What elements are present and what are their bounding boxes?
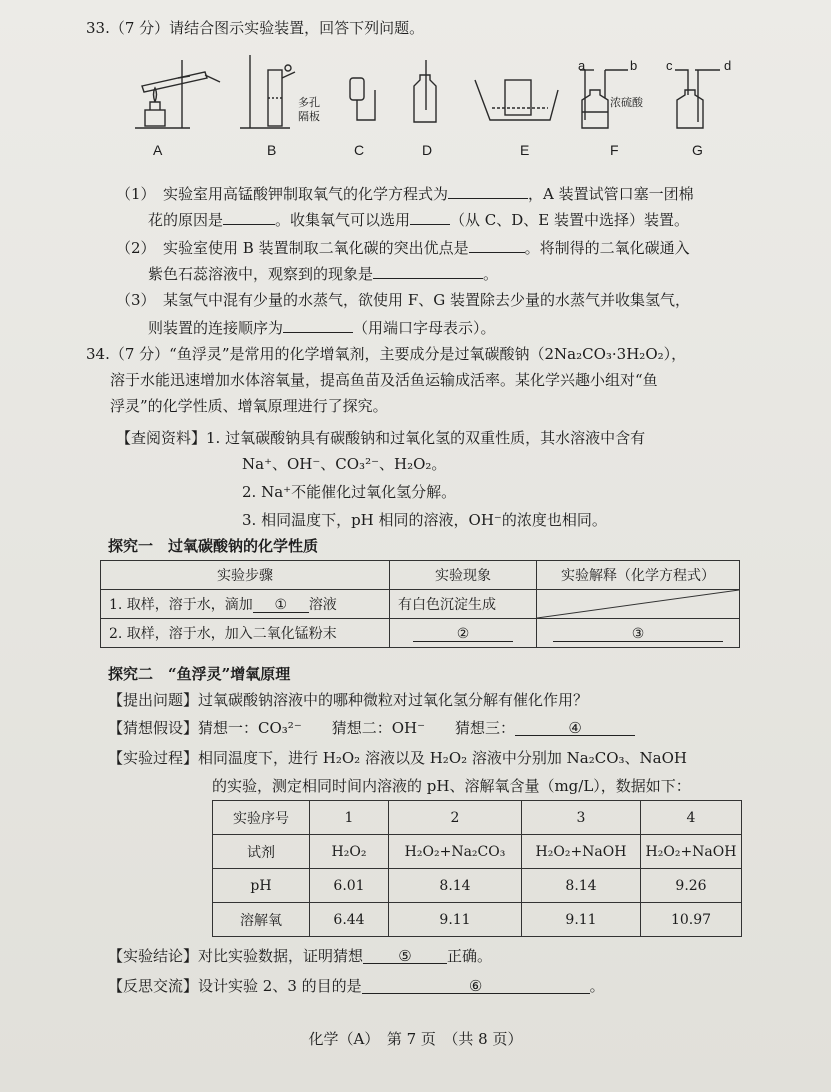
t2-cell: H₂O₂+Na₂CO₃ — [389, 835, 522, 869]
label-a: A — [153, 142, 163, 158]
q34-line3: 浮灵”的化学性质、增氧原理进行了探究。 — [110, 397, 388, 415]
process-line1 — [108, 748, 687, 768]
answer-blank[interactable] — [448, 182, 528, 199]
t2-cell: 9.11 — [522, 903, 641, 937]
table-row — [101, 561, 740, 590]
question-line — [108, 690, 588, 710]
answer-blank-5[interactable]: ⑤ — [363, 947, 447, 964]
hyp-tag: 【猜想假设】 — [108, 719, 199, 737]
t1-r1-observation: 有白色沉淀生成 — [390, 590, 537, 619]
answer-blank-2[interactable]: ② — [413, 625, 513, 642]
t1-r1-step — [101, 590, 390, 619]
refl-text-b: 。 — [589, 977, 605, 995]
label-e: E — [520, 142, 530, 158]
q33-p3-line2 — [148, 316, 496, 338]
q33-p3-text-b: （用端口字母表示）。 — [353, 319, 496, 337]
page-footer: 化学（A） 第 7 页 （共 8 页） — [308, 1030, 523, 1048]
table-row — [213, 835, 742, 869]
t2-cell: 3 — [522, 801, 641, 835]
section-2-title: 探究二 “鱼浮灵”增氧原理 — [108, 665, 291, 683]
t1-r1-text-a: 1. 取样，溶于水，滴加 — [109, 597, 253, 613]
t1-r1-text-b: 溶液 — [308, 597, 337, 613]
ref-item-2: 2. Na⁺不能催化过氧化氢分解。 — [242, 483, 457, 501]
t2-cell: 6.01 — [310, 869, 389, 903]
q33-p1-text-b: ，A 装置试管口塞一团棉 — [528, 185, 694, 203]
t2-cell: pH — [213, 869, 310, 903]
ask-tag: 【提出问题】 — [108, 691, 199, 709]
g-port-d: d — [724, 58, 732, 73]
q33-p2-text-d: 。 — [483, 265, 499, 283]
label-f: F — [610, 142, 619, 158]
q33-p2-text-a: （2） 实验室使用 B 装置制取二氧化碳的突出优点是 — [116, 239, 469, 257]
table-experiment-data — [212, 800, 742, 937]
label-d: D — [422, 142, 433, 158]
t1-head-step: 实验步骤 — [101, 561, 390, 590]
q33-p1-line2 — [148, 208, 689, 230]
t2-cell: H₂O₂+NaOH — [641, 835, 742, 869]
q33-p3-text-a: 则装置的连接顺序为 — [148, 319, 284, 337]
q34-line1: 34.（7 分）“鱼浮灵”是常用的化学增氧剂，主要成分是过氧碳酸钠（2Na₂CO₃·3H₂O₂）， — [86, 345, 687, 363]
t2-cell: H₂O₂ — [310, 835, 389, 869]
t1-r2-explanation — [537, 619, 740, 648]
t1-head-observation: 实验现象 — [390, 561, 537, 590]
answer-blank-6[interactable]: ⑥ — [362, 977, 590, 994]
refl-text-a: 设计实验 2、3 的目的是 — [198, 977, 362, 995]
conc-text-b: 正确。 — [447, 947, 493, 965]
answer-blank[interactable] — [410, 208, 450, 225]
answer-blank-1[interactable]: ① — [253, 596, 309, 613]
q33-p1-line1 — [116, 182, 694, 204]
reflection-line — [108, 976, 605, 996]
q33-p1-text-d: 。收集氧气可以选用 — [275, 211, 411, 229]
answer-blank[interactable] — [469, 236, 525, 253]
q33-p2-line2 — [148, 262, 498, 284]
t2-cell: 10.97 — [641, 903, 742, 937]
q33-p1-text-e: （从 C、D、E 装置中选择）装置。 — [450, 211, 690, 229]
q34-line2: 溶于水能迅速增加水体溶氧量，提高鱼苗及活鱼运输成活率。某化学兴趣小组对“鱼 — [110, 371, 658, 389]
f-port-b: b — [630, 58, 638, 73]
table-row — [101, 619, 740, 648]
q33-p2-text-c: 紫色石蕊溶液中，观察到的现象是 — [148, 265, 374, 283]
diagonal-strike — [537, 590, 739, 618]
t2-cell: 实验序号 — [213, 801, 310, 835]
ref-item-3: 3. 相同温度下，pH 相同的溶液，OH⁻的浓度也相同。 — [242, 511, 607, 529]
proc-text-1: 相同温度下，进行 H₂O₂ 溶液以及 H₂O₂ 溶液中分别加 Na₂CO₃、NaOH — [198, 749, 687, 767]
section-1-title: 探究一 过氧碳酸钠的化学性质 — [108, 537, 319, 555]
q33-p2-text-b: 。将制得的二氧化碳通入 — [524, 239, 690, 257]
t1-r1-explanation-crossed — [537, 590, 740, 619]
table-row — [213, 869, 742, 903]
table-chemical-properties — [100, 560, 740, 648]
label-g: G — [692, 142, 703, 158]
label-b: B — [267, 142, 277, 158]
answer-blank-3[interactable]: ③ — [553, 625, 723, 642]
t1-r2-step: 2. 取样，溶于水，加入二氧化锰粉末 — [101, 619, 390, 648]
t1-r2-observation — [390, 619, 537, 648]
table-row — [213, 801, 742, 835]
conc-tag: 【实验结论】 — [108, 947, 199, 965]
ref-tag: 【查阅资料】 — [116, 429, 207, 447]
q33-p3-line1: （3） 某氢气中混有少量的水蒸气，欲使用 F、G 装置除去少量的水蒸气并收集氢气， — [116, 291, 690, 309]
apparatus-drawing — [130, 50, 750, 165]
t2-cell: 6.44 — [310, 903, 389, 937]
refl-tag: 【反思交流】 — [108, 977, 199, 995]
b-note-1: 多孔 — [298, 97, 320, 109]
q33-p2-line1 — [116, 236, 690, 258]
f-port-a: a — [578, 58, 586, 73]
proc-tag: 【实验过程】 — [108, 749, 199, 767]
t2-cell: 9.11 — [389, 903, 522, 937]
t1-head-explanation: 实验解释（化学方程式） — [537, 561, 740, 590]
process-line2: 的实验，测定相同时间内溶液的 pH、溶解氧含量（mg/L），数据如下： — [212, 777, 691, 795]
hyp-text: 猜想一：CO₃²⁻ 猜想二：OH⁻ 猜想三： — [198, 719, 516, 737]
q33-header: 33.（7 分）请结合图示实验装置，回答下列问题。 — [86, 19, 425, 37]
t2-cell: 溶解氧 — [213, 903, 310, 937]
t2-cell: H₂O₂+NaOH — [522, 835, 641, 869]
f-note: 浓硫酸 — [610, 97, 643, 109]
conclusion-line — [108, 946, 492, 966]
apparatus-figure — [130, 50, 750, 165]
ask-text: 过氧碳酸钠溶液中的哪种微粒对过氧化氢分解有催化作用？ — [198, 691, 589, 709]
ref-item-1: 1. 过氧碳酸钠具有碳酸钠和过氧化氢的双重性质，其水溶液中含有 — [206, 429, 646, 447]
conc-text-a: 对比实验数据，证明猜想 — [198, 947, 364, 965]
g-port-c: c — [666, 58, 673, 73]
answer-blank[interactable] — [373, 262, 483, 279]
q33-p1-text-c: 花的原因是 — [148, 211, 224, 229]
answer-blank[interactable] — [223, 208, 275, 225]
q33-p1-text-a: （1） 实验室用高锰酸钾制取氧气的化学方程式为 — [116, 185, 449, 203]
t2-cell: 4 — [641, 801, 742, 835]
table-row — [101, 590, 740, 619]
t2-cell: 9.26 — [641, 869, 742, 903]
answer-blank[interactable] — [283, 316, 353, 333]
t2-cell: 试剂 — [213, 835, 310, 869]
t2-cell: 1 — [310, 801, 389, 835]
t2-cell: 2 — [389, 801, 522, 835]
ref-line1b: Na⁺、OH⁻、CO₃²⁻、H₂O₂。 — [242, 455, 447, 473]
table-row — [213, 903, 742, 937]
label-c: C — [354, 142, 365, 158]
t2-cell: 8.14 — [389, 869, 522, 903]
hypothesis-line — [108, 718, 635, 738]
b-note-2: 隔板 — [298, 111, 320, 123]
t2-cell: 8.14 — [522, 869, 641, 903]
ref-line1 — [116, 428, 645, 448]
answer-blank-4[interactable]: ④ — [515, 719, 635, 736]
